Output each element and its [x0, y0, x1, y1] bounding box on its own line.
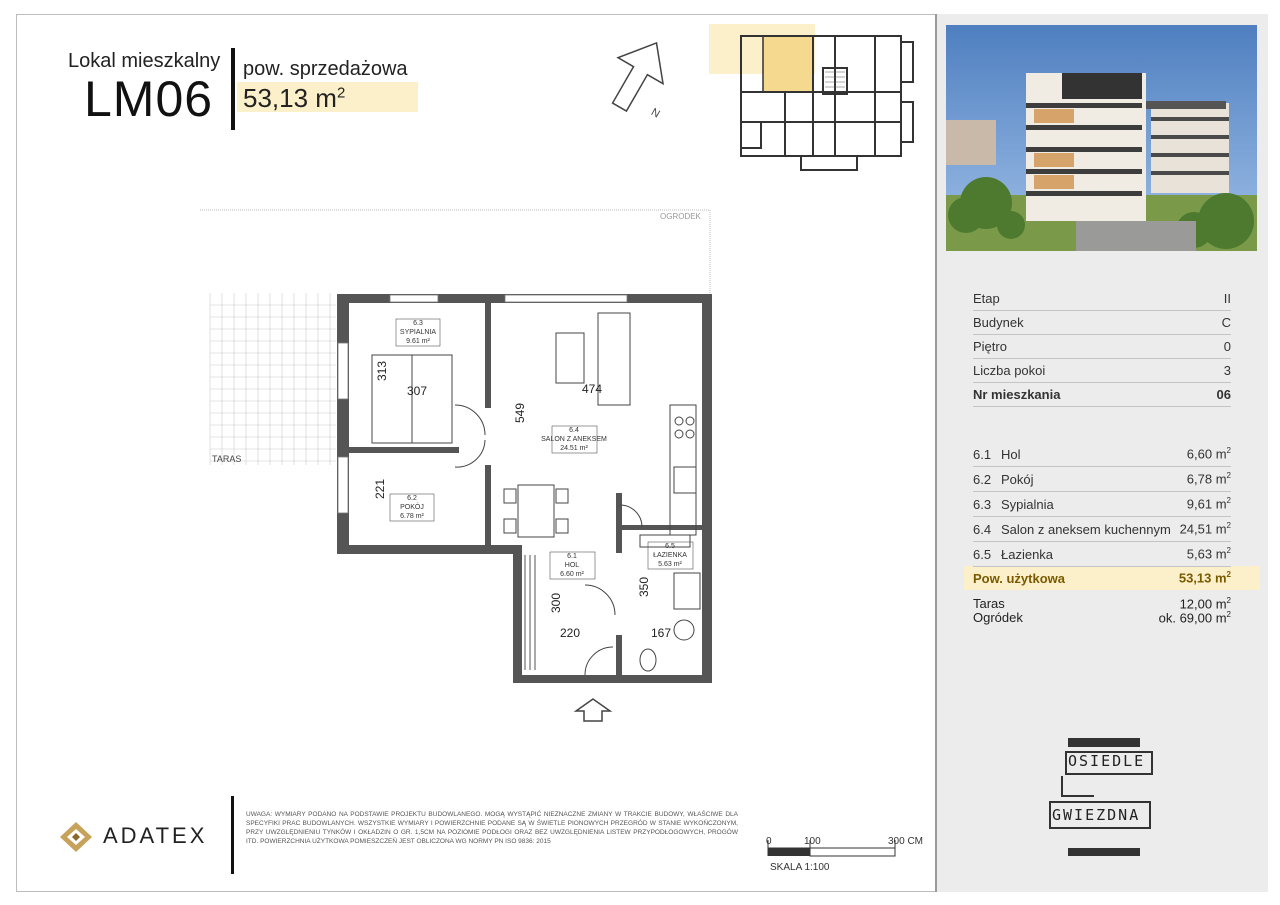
info-row-apartment-no: Nr mieszkania 06 [973, 382, 1231, 407]
garden-label: OGRODEK [660, 212, 701, 221]
svg-text:24.51 m²: 24.51 m² [560, 445, 588, 452]
sales-area-value: 53,13 $m^2$ [243, 83, 346, 113]
svg-text:549: 549 [513, 402, 527, 423]
svg-text:5.63 m²: 5.63 m² [658, 561, 682, 568]
info-row-rooms-count: Liczba pokoi 3 [973, 358, 1231, 383]
scale-bar [760, 836, 900, 860]
scale-tick-0: 0 [766, 836, 772, 847]
svg-text:6.78 m²: 6.78 m² [400, 513, 424, 520]
room-row: 6.4 Salon z aneksem kuchennym 24,51 $m^2$ [973, 517, 1231, 542]
terrace-row: Taras 12,00 $m^2$ [973, 596, 1231, 612]
room-row: 6.3 Sypialnia 9,61 $m^2$ [973, 492, 1231, 517]
svg-text:474: 474 [582, 382, 603, 396]
estate-name-line1: OSIEDLE [1068, 752, 1146, 770]
scale-tick-300: 300 CM [888, 836, 924, 847]
sales-area-label: pow. sprzedażowa [243, 58, 408, 80]
north-arrow-icon [600, 30, 700, 125]
svg-text:221: 221 [373, 478, 387, 499]
room-label-hall: HOL [564, 562, 580, 569]
estate-name-line2: GWIEZDNA [1052, 806, 1141, 824]
info-row-building: Budynek C [973, 310, 1231, 335]
unit-code: LM06 [84, 71, 214, 127]
terrace-label: TARAS [212, 454, 242, 464]
disclaimer-note: UWAGA: WYMIARY PODANO NA PODSTAWIE PROJEKTU BUDOWLANEGO. MOGĄ WYSTĄPIĆ NIEZNACZNE ZMIANY W TRAKCIE BUDOWY, WŁAŚCIWE DLA SPECYFIKI PRAC BUDOWLANYCH. WSZYSTKIE WYMIARY I POWIERZCHNIE PODANE SĄ W ŚWIETLE PIONOWYCH PRZEGRÓD W STANIE WYKOŃCZONYM, PRZY UWZGLĘDNIENIU TYNKÓW I OKŁADZIN O GR. 1,5CM NA POZIOMIE PODŁOGI ORAZ BEZ UWZGLĘDNIENIA LISTEW PRZYPODŁOGOWYCH, PROGÓW ITD. POWIERZCHNIA UŻYTKOWA POMIESZCZEŃ JEST OBLICZONA WG NORMY PN ISO 9836: 2015 [246, 811, 738, 845]
header-divider [231, 48, 235, 130]
scale-label: SKALA 1:100 [770, 862, 830, 873]
svg-text:300: 300 [549, 592, 563, 613]
svg-text:6.1: 6.1 [567, 553, 577, 560]
room-row: 6.1 Hol 6,60 $m^2$ [973, 442, 1231, 467]
room-label-room: POKÓJ [400, 504, 424, 511]
room-row: 6.5 Łazienka 5,63 $m^2$ [973, 542, 1231, 567]
info-row-stage: Etap II [973, 286, 1231, 311]
note-divider [231, 796, 234, 874]
unit-type-label: Lokal mieszkalny [68, 50, 221, 72]
usable-area-row: Pow. użytkowa 53,13 $m^2$ [973, 570, 1231, 586]
room-label-bedroom: SYPIALNIA [399, 329, 437, 336]
room-row: 6.2 Pokój 6,78 $m^2$ [973, 467, 1231, 492]
svg-text:6.60 m²: 6.60 m² [560, 571, 584, 578]
scale-tick-100: 100 [804, 836, 821, 847]
svg-text:167: 167 [651, 626, 672, 640]
building-photo [946, 25, 1257, 251]
svg-text:313: 313 [375, 360, 389, 381]
info-row-floor: Piętro 0 [973, 334, 1231, 359]
svg-text:220: 220 [560, 626, 581, 640]
svg-text:350: 350 [637, 576, 651, 597]
svg-text:6.2: 6.2 [407, 495, 417, 502]
svg-text:6.4: 6.4 [569, 427, 579, 434]
room-label-living: SALON Z ANEKSEM [541, 436, 607, 443]
svg-text:6.3: 6.3 [413, 320, 423, 327]
garden-row: Ogródek ok. 69,00 $m^2$ [973, 610, 1231, 626]
floor-plan [200, 205, 720, 725]
svg-text:6.5: 6.5 [665, 543, 675, 550]
svg-text:9.61 m²: 9.61 m² [406, 338, 430, 345]
developer-brand: ADATEX [103, 823, 208, 848]
svg-text:307: 307 [407, 384, 428, 398]
adatex-logo-icon [58, 820, 94, 854]
entrance-arrow-icon [576, 699, 610, 721]
room-label-bathroom: ŁAZIENKA [653, 552, 687, 559]
north-label: N [648, 106, 662, 121]
building-key-plan [705, 22, 920, 174]
